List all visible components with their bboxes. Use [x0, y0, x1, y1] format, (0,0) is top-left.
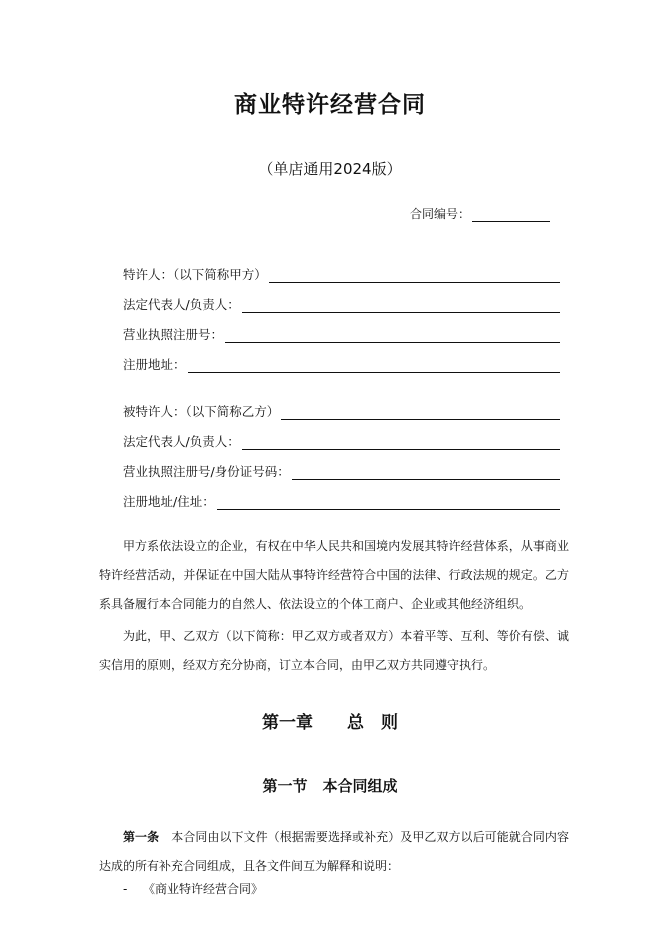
fill-in-line[interactable] — [242, 298, 560, 313]
party-b-representative-field — [123, 432, 560, 450]
list-item-text: 《商业特许经营合同》 — [143, 882, 264, 896]
contract-number-field — [410, 205, 550, 222]
document-subtitle: （单店通用2024版） — [258, 160, 402, 178]
party-a-representative-field — [123, 295, 560, 313]
party-b-license-id-field — [123, 462, 560, 480]
fill-in-line[interactable] — [292, 465, 560, 480]
article-1 — [99, 823, 569, 881]
document-title: 商业特许经营合同 — [234, 92, 426, 118]
fill-in-line[interactable] — [242, 435, 560, 450]
field-label: 被特许人：（以下简称乙方） — [123, 404, 280, 419]
party-b-address-field — [123, 492, 560, 510]
fill-in-line[interactable] — [281, 405, 560, 420]
article-label: 第一条 — [123, 830, 160, 844]
field-label: 注册地址/住址： — [123, 494, 215, 509]
preamble-paragraph-1: 甲方系依法设立的企业，有权在中华人民共和国境内发展其特许经营体系，从事商业特许经营活动，并保证在中国大陆从事特许经营符合中国的法律、行政法规的规定。乙方系具备履行本合同能力的自然人、依法设立的个体工商户、企业或其他经济组织。 — [99, 539, 569, 611]
section-heading: 第一节 本合同组成 — [262, 777, 398, 795]
list-bullet: - — [123, 882, 128, 896]
field-label: 法定代表人/负责人： — [123, 434, 240, 449]
contract-number-label: 合同编号： — [410, 207, 471, 221]
list-item — [123, 880, 263, 897]
fill-in-line[interactable] — [269, 268, 560, 283]
field-label: 营业执照注册号/身份证号码： — [123, 464, 290, 479]
article-text: 本合同由以下文件（根据需要选择或补充）及甲乙双方以后可能就合同内容达成的所有补充合同组成，且各文件间互为解释和说明： — [99, 830, 569, 873]
fill-in-line[interactable] — [217, 495, 560, 510]
party-a-license-field — [123, 325, 560, 343]
preamble-paragraph-2: 为此，甲、乙双方（以下简称：甲乙双方或者双方）本着平等、互利、等价有偿、诚实信用的原则，经双方充分协商，订立本合同，由甲乙双方共同遵守执行。 — [99, 629, 569, 672]
field-label: 特许人：（以下简称甲方） — [123, 267, 267, 282]
party-a-address-field — [123, 355, 560, 373]
chapter-heading: 第一章 总 则 — [262, 713, 398, 733]
fill-in-line[interactable] — [188, 358, 560, 373]
field-label: 注册地址： — [123, 357, 186, 372]
contract-number-blank[interactable] — [472, 208, 550, 222]
field-label: 法定代表人/负责人： — [123, 297, 240, 312]
party-a-franchisor-field — [123, 265, 560, 283]
party-b-franchisee-field — [123, 402, 560, 420]
field-label: 营业执照注册号： — [123, 327, 224, 342]
fill-in-line[interactable] — [225, 328, 560, 343]
